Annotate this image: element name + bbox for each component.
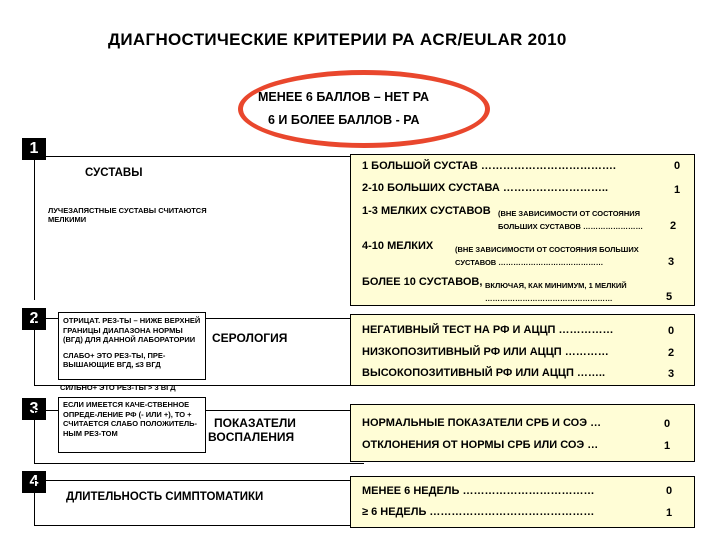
criterion-score: 5 bbox=[666, 291, 673, 303]
section-2-note-a: ОТРИЦАТ. РЕЗ-ТЫ – НИЖЕ ВЕРХНЕЙ ГРАНИЦЫ ДИАПАЗОНА НОРМЫ (ВГД) ДЛЯ ДАННОЙ ЛАБОРАТОРИИ bbox=[63, 316, 201, 344]
criterion-score: 1 bbox=[664, 440, 671, 452]
section-1-number: 1 bbox=[22, 138, 46, 160]
criterion-score: 1 bbox=[674, 184, 681, 196]
criterion-score: 2 bbox=[670, 220, 677, 232]
criterion-text: 4-10 МЕЛКИХ bbox=[362, 240, 434, 252]
criterion-text: БОЛЕЕ 10 СУСТАВОВ, bbox=[362, 276, 483, 288]
section-4-label: ДЛИТЕЛЬНОСТЬ СИМПТОМАТИКИ bbox=[66, 491, 264, 503]
criterion-score: 0 bbox=[668, 325, 675, 337]
criterion-detail: (ВНЕ ЗАВИСИМОСТИ ОТ СОСТОЯНИЯ БОЛЬШИХ СУСТАВОВ …………………………………… bbox=[455, 245, 639, 267]
criterion-score: 0 bbox=[664, 418, 671, 430]
criterion-text: ВЫСОКОПОЗИТИВНЫЙ РФ ИЛИ АЦЦП …….. bbox=[362, 367, 606, 379]
criterion-score: 0 bbox=[666, 485, 673, 497]
criterion-score: 3 bbox=[668, 256, 675, 268]
criterion-text: ОТКЛОНЕНИЯ ОТ НОРМЫ СРБ ИЛИ СОЭ … bbox=[362, 439, 599, 451]
section-2-number: 2 bbox=[22, 308, 46, 330]
section-4-criteria bbox=[350, 476, 695, 528]
page-title: ДИАГНОСТИЧЕСКИЕ КРИТЕРИИ РА ACR/EULAR 2010 bbox=[108, 30, 567, 49]
section-2-note-b: СЛАБО+ ЭТО РЕЗ-ТЫ, ПРЕ-ВЫШАЮЩИЕ ВГД, ≤3 ВГД bbox=[63, 350, 166, 369]
criterion-text: 2-10 БОЛЬШИХ СУСТАВА ……………………….. bbox=[362, 182, 609, 194]
criterion-text: 1-3 МЕЛКИХ СУСТАВОВ bbox=[362, 205, 491, 217]
section-3-note: ЕСЛИ ИМЕЕТСЯ КАЧЕ-СТВЕННОЕ ОПРЕДЕ-ЛЕНИЕ РФ (- ИЛИ +), ТО + СЧИТАЕТСЯ СЛАБО ПОЛОЖИТЕЛЬ-НЫМ РЕЗ-ТОМ bbox=[58, 397, 206, 453]
criterion-score: 3 bbox=[668, 368, 675, 380]
criterion-detail: ВКЛЮЧАЯ, КАК МИНИМУМ, 1 МЕЛКИЙ …………………………………………… bbox=[485, 281, 627, 303]
criterion-text: 1 БОЛЬШОЙ СУСТАВ ………………………………. bbox=[362, 160, 616, 172]
criterion-text: ≥ 6 НЕДЕЛЬ ……………………………………… bbox=[362, 506, 595, 518]
criterion-score: 2 bbox=[668, 347, 675, 359]
section-3-label-1: ПОКАЗАТЕЛИ bbox=[214, 416, 296, 430]
criterion-text: МЕНЕЕ 6 НЕДЕЛЬ ……………………………… bbox=[362, 485, 595, 497]
criterion-detail: (ВНЕ ЗАВИСИМОСТИ ОТ СОСТОЯНИЯ БОЛЬШИХ СУСТАВОВ …………………… bbox=[498, 209, 644, 231]
section-2-note-c: СИЛЬНО+ ЭТО РЕЗ-ТЫ > 3 ВГД bbox=[60, 383, 176, 392]
criterion-text: НЕГАТИВНЫЙ ТЕСТ НА РФ И АЦЦП …………… bbox=[362, 324, 614, 336]
threshold-line-2: 6 И БОЛЕЕ БАЛЛОВ - РА bbox=[268, 113, 420, 127]
threshold-oval bbox=[238, 70, 490, 148]
section-1-note: ЛУЧЕЗАПЯСТНЫЕ СУСТАВЫ СЧИТАЮТСЯ МЕЛКИМИ bbox=[48, 206, 207, 224]
section-3-label-2: ВОСПАЛЕНИЯ bbox=[208, 430, 295, 444]
section-3-criteria bbox=[350, 404, 695, 462]
section-4-frame bbox=[34, 480, 364, 526]
section-1-label: СУСТАВЫ bbox=[85, 167, 143, 179]
section-2-note bbox=[58, 312, 206, 380]
criterion-text: НИЗКОПОЗИТИВНЫЙ РФ ИЛИ АЦЦП ………… bbox=[362, 346, 609, 358]
section-4-number: 4 bbox=[22, 471, 46, 493]
criterion-score: 0 bbox=[674, 160, 681, 172]
section-2-label: СЕРОЛОГИЯ bbox=[212, 331, 288, 345]
criterion-text: НОРМАЛЬНЫЕ ПОКАЗАТЕЛИ СРБ И СОЭ … bbox=[362, 417, 602, 429]
section-3-number: 3 bbox=[22, 398, 46, 420]
criterion-score: 1 bbox=[666, 507, 673, 519]
threshold-line-1: МЕНЕЕ 6 БАЛЛОВ – НЕТ РА bbox=[258, 90, 429, 104]
